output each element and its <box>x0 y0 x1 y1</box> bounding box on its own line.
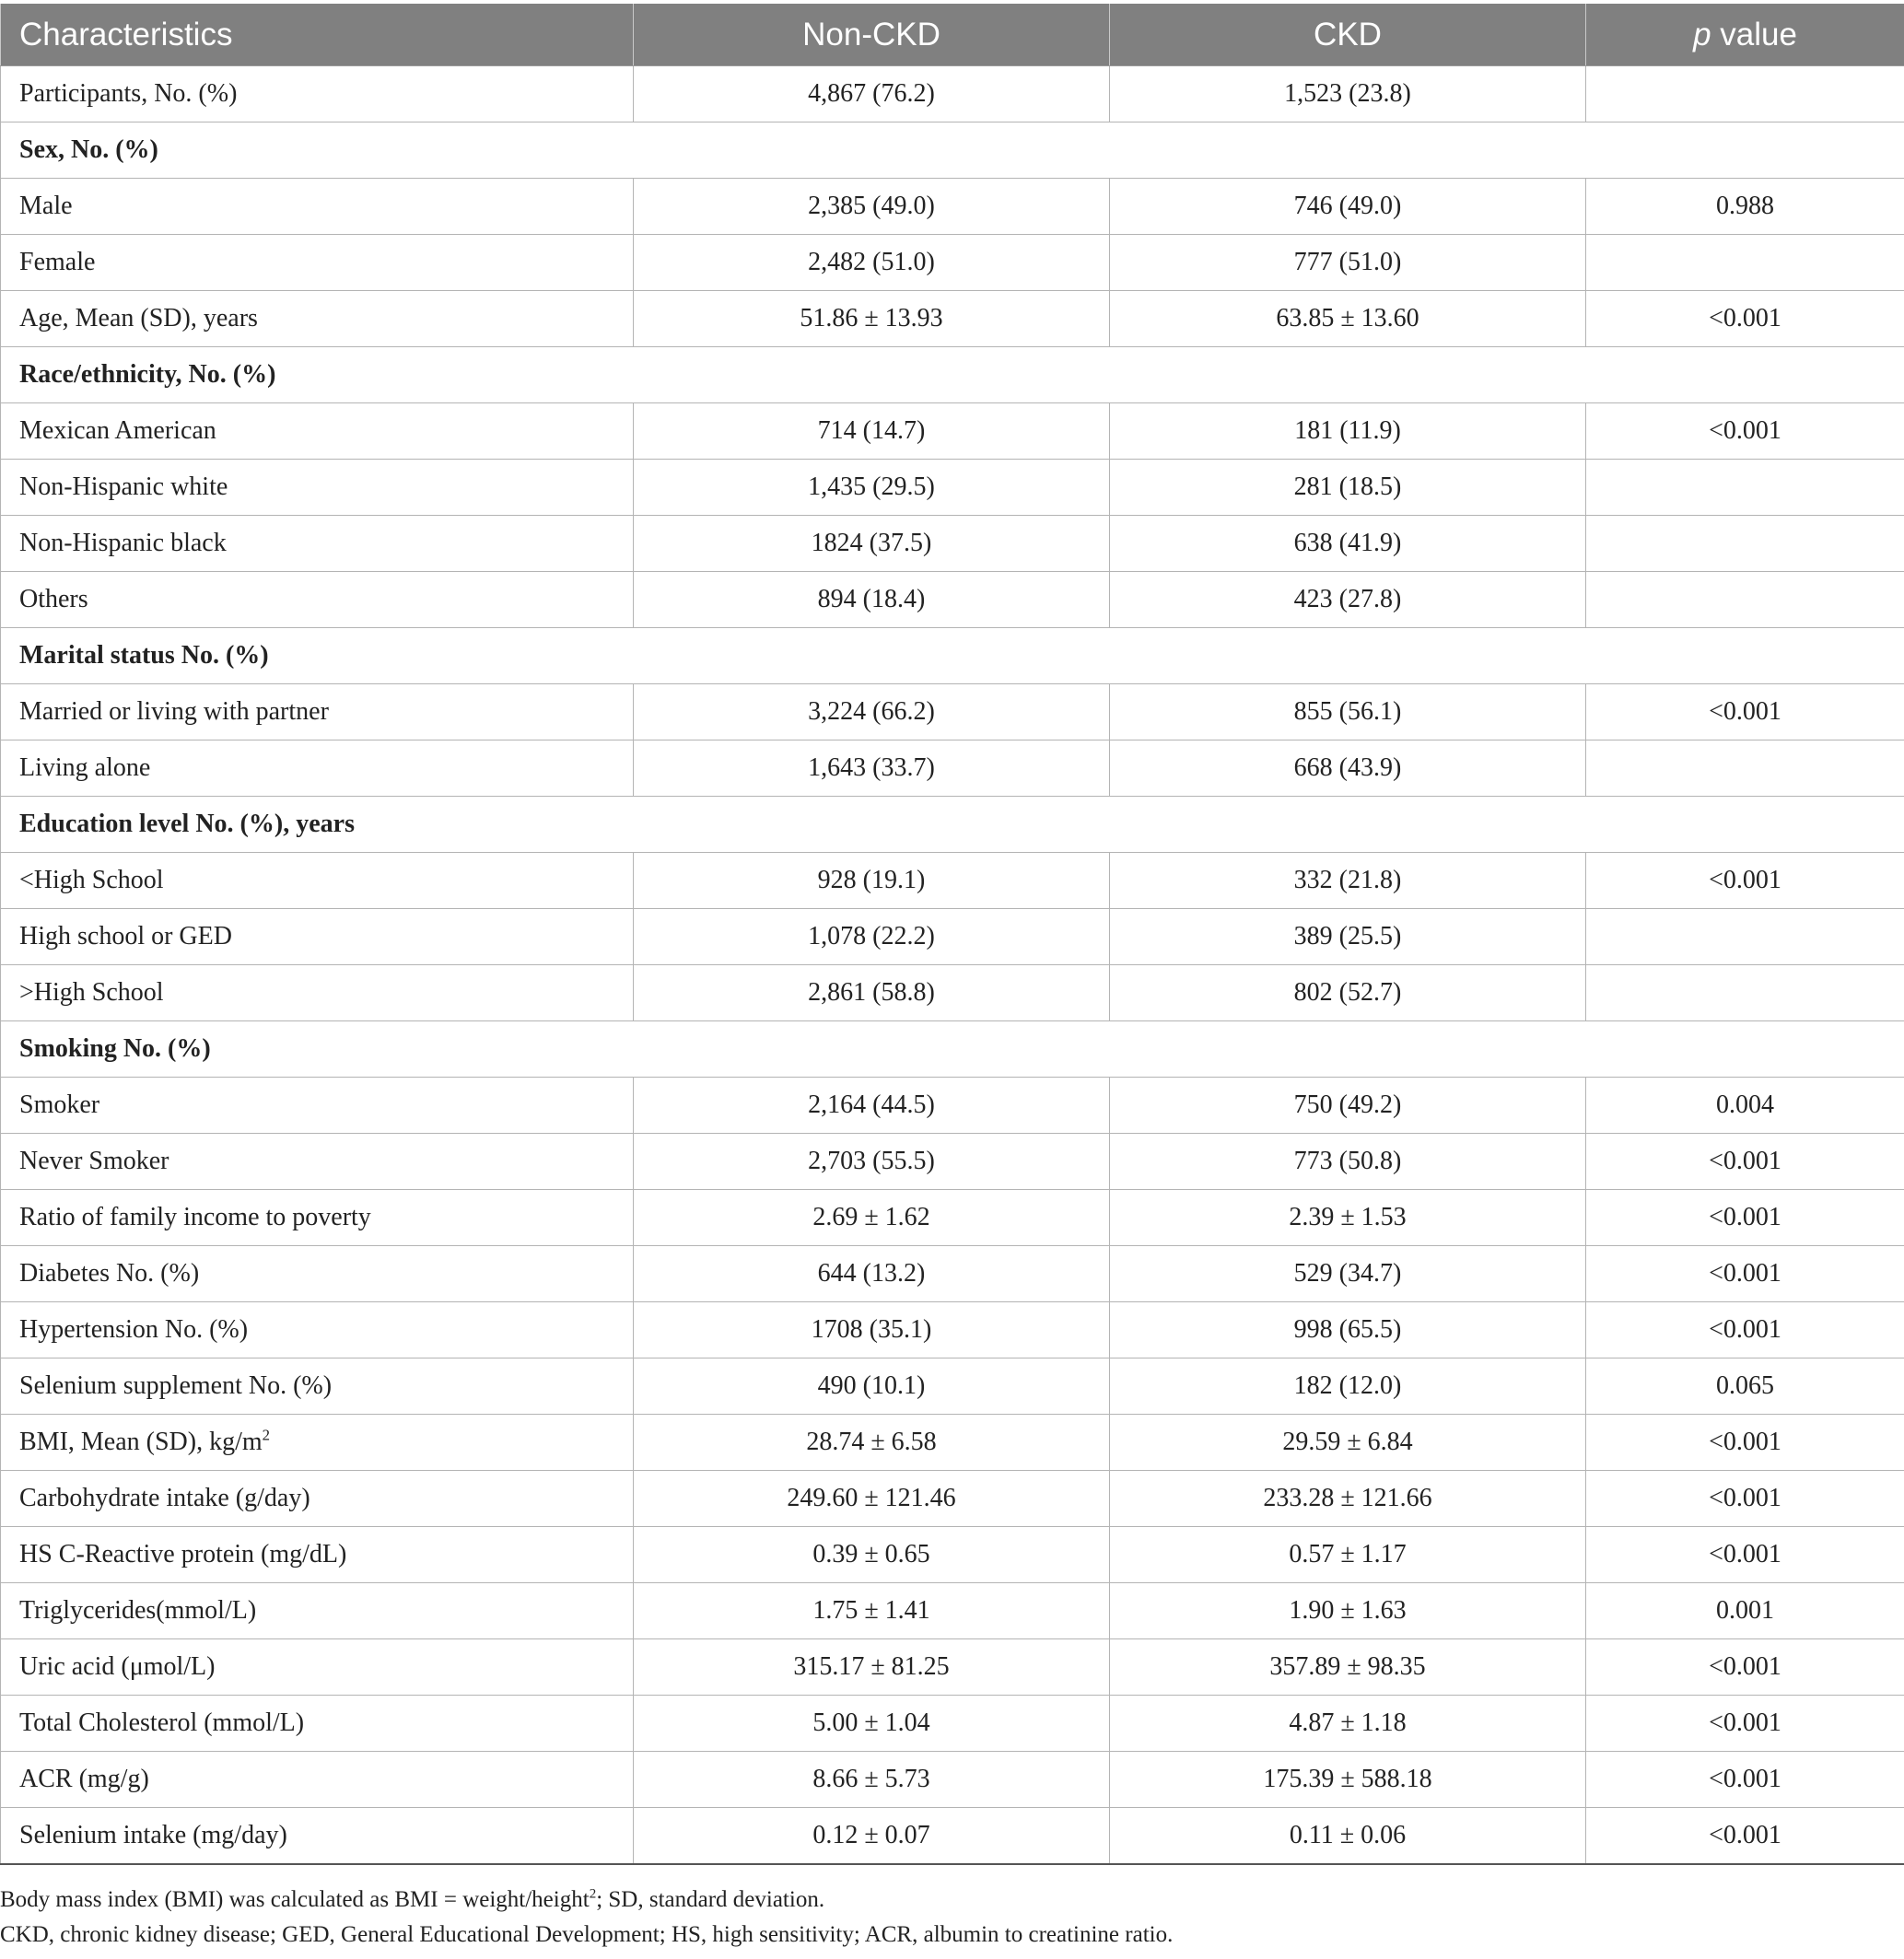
row-label <box>1 1358 634 1415</box>
table-row <box>1 179 1904 235</box>
table-row <box>1 684 1904 740</box>
header-p-letter: p <box>1693 16 1711 52</box>
cell-non-ckd: 714 (14.7) <box>634 403 1110 460</box>
cell-ckd: 750 (49.2) <box>1110 1078 1586 1134</box>
cell-p-value: <0.001 <box>1586 291 1904 347</box>
table-row <box>1 1134 1904 1190</box>
row-label <box>1 853 634 909</box>
table-row <box>1 516 1904 572</box>
cell-p-value: <0.001 <box>1586 403 1904 460</box>
cell-p-value <box>1586 66 1904 122</box>
row-label <box>1 740 634 797</box>
cell-p-value: <0.001 <box>1586 1190 1904 1246</box>
cell-ckd: 773 (50.8) <box>1110 1134 1586 1190</box>
row-label <box>1 684 634 740</box>
row-label-text: Diabetes No. (%) <box>19 1259 200 1288</box>
section-label: Marital status No. (%) <box>1 628 1904 684</box>
table-row <box>1 740 1904 797</box>
section-row <box>1 628 1904 684</box>
row-label-text: Non-Hispanic black <box>19 529 227 557</box>
cell-non-ckd: 249.60 ± 121.46 <box>634 1471 1110 1527</box>
cell-p-value: <0.001 <box>1586 684 1904 740</box>
table-row <box>1 1190 1904 1246</box>
row-label-text: Non-Hispanic white <box>19 472 228 501</box>
cell-p-value <box>1586 909 1904 965</box>
table-row <box>1 291 1904 347</box>
footnote-bmi <box>0 1883 1904 1918</box>
cell-ckd: 182 (12.0) <box>1110 1358 1586 1415</box>
cell-p-value: 0.988 <box>1586 179 1904 235</box>
section-label: Education level No. (%), years <box>1 797 1904 853</box>
row-label <box>1 291 634 347</box>
cell-non-ckd: 2,861 (58.8) <box>634 965 1110 1021</box>
row-label <box>1 1696 634 1752</box>
header-ckd: CKD <box>1110 4 1586 66</box>
row-label <box>1 572 634 628</box>
cell-p-value: <0.001 <box>1586 1752 1904 1808</box>
section-row <box>1 347 1904 403</box>
row-label-text: Triglycerides(mmol/L) <box>19 1596 257 1625</box>
table-row <box>1 1527 1904 1583</box>
table-row <box>1 403 1904 460</box>
cell-ckd: 668 (43.9) <box>1110 740 1586 797</box>
row-label <box>1 909 634 965</box>
cell-non-ckd: 644 (13.2) <box>634 1246 1110 1302</box>
section-label: Race/ethnicity, No. (%) <box>1 347 1904 403</box>
footnote-bmi-sup: 2 <box>589 1886 597 1902</box>
cell-ckd: 233.28 ± 121.66 <box>1110 1471 1586 1527</box>
cell-ckd: 777 (51.0) <box>1110 235 1586 291</box>
cell-p-value: <0.001 <box>1586 1471 1904 1527</box>
row-label <box>1 179 634 235</box>
table-body <box>1 66 1904 1865</box>
cell-p-value <box>1586 235 1904 291</box>
header-p-value <box>1586 4 1904 66</box>
cell-non-ckd: 2,385 (49.0) <box>634 179 1110 235</box>
table-row <box>1 1302 1904 1358</box>
row-label <box>1 1752 634 1808</box>
footnote-abbreviations: CKD, chronic kidney disease; GED, General Educational Development; HS, high sensitivity; ACR, albumin to creatinine ratio. <box>0 1922 1174 1947</box>
cell-p-value: <0.001 <box>1586 1696 1904 1752</box>
row-label-text: Never Smoker <box>19 1147 169 1175</box>
cell-p-value: <0.001 <box>1586 853 1904 909</box>
cell-non-ckd: 0.12 ± 0.07 <box>634 1808 1110 1865</box>
cell-ckd: 4.87 ± 1.18 <box>1110 1696 1586 1752</box>
cell-non-ckd: 1,435 (29.5) <box>634 460 1110 516</box>
cell-ckd: 529 (34.7) <box>1110 1246 1586 1302</box>
row-label-text: Smoker <box>19 1090 100 1119</box>
cell-non-ckd: 2.69 ± 1.62 <box>634 1190 1110 1246</box>
row-label <box>1 965 634 1021</box>
row-label <box>1 1471 634 1527</box>
characteristics-table <box>0 4 1904 1865</box>
row-label <box>1 1134 634 1190</box>
table-row <box>1 235 1904 291</box>
table-row <box>1 460 1904 516</box>
section-row <box>1 797 1904 853</box>
row-label <box>1 403 634 460</box>
cell-p-value: <0.001 <box>1586 1527 1904 1583</box>
cell-ckd: 1,523 (23.8) <box>1110 66 1586 122</box>
cell-ckd: 29.59 ± 6.84 <box>1110 1415 1586 1471</box>
table-row <box>1 1246 1904 1302</box>
cell-non-ckd: 4,867 (76.2) <box>634 66 1110 122</box>
cell-non-ckd: 5.00 ± 1.04 <box>634 1696 1110 1752</box>
cell-non-ckd: 1708 (35.1) <box>634 1302 1110 1358</box>
row-label-text: Age, Mean (SD), years <box>19 304 258 332</box>
cell-p-value <box>1586 460 1904 516</box>
footnote-bmi-text: Body mass index (BMI) was calculated as BMI = weight/height <box>0 1887 590 1912</box>
table-row <box>1 1639 1904 1696</box>
row-label-text: HS C-Reactive protein (mg/dL) <box>19 1540 347 1568</box>
row-label-text: Married or living with partner <box>19 697 329 726</box>
row-label-text: >High School <box>19 978 164 1007</box>
cell-ckd: 332 (21.8) <box>1110 853 1586 909</box>
table-footnotes <box>0 1883 1904 1953</box>
cell-non-ckd: 51.86 ± 13.93 <box>634 291 1110 347</box>
cell-p-value <box>1586 516 1904 572</box>
cell-p-value: 0.001 <box>1586 1583 1904 1639</box>
cell-ckd: 0.11 ± 0.06 <box>1110 1808 1586 1865</box>
cell-non-ckd: 315.17 ± 81.25 <box>634 1639 1110 1696</box>
cell-non-ckd: 0.39 ± 0.65 <box>634 1527 1110 1583</box>
cell-non-ckd: 2,703 (55.5) <box>634 1134 1110 1190</box>
cell-non-ckd: 928 (19.1) <box>634 853 1110 909</box>
row-label <box>1 516 634 572</box>
cell-non-ckd: 2,482 (51.0) <box>634 235 1110 291</box>
cell-ckd: 802 (52.7) <box>1110 965 1586 1021</box>
row-label-superscript: 2 <box>262 1426 271 1444</box>
row-label-text: Living alone <box>19 753 151 782</box>
table-row <box>1 1471 1904 1527</box>
section-row <box>1 1021 1904 1078</box>
section-row <box>1 122 1904 179</box>
cell-ckd: 281 (18.5) <box>1110 460 1586 516</box>
cell-p-value: <0.001 <box>1586 1302 1904 1358</box>
row-label <box>1 66 634 122</box>
row-label <box>1 1639 634 1696</box>
cell-p-value: <0.001 <box>1586 1246 1904 1302</box>
cell-p-value: 0.004 <box>1586 1078 1904 1134</box>
cell-ckd: 746 (49.0) <box>1110 179 1586 235</box>
cell-ckd: 0.57 ± 1.17 <box>1110 1527 1586 1583</box>
row-label-text: Female <box>19 248 96 276</box>
cell-ckd: 423 (27.8) <box>1110 572 1586 628</box>
cell-p-value: <0.001 <box>1586 1415 1904 1471</box>
cell-ckd: 357.89 ± 98.35 <box>1110 1639 1586 1696</box>
table-row <box>1 909 1904 965</box>
row-label <box>1 1078 634 1134</box>
cell-non-ckd: 1,078 (22.2) <box>634 909 1110 965</box>
row-label-text: BMI, Mean (SD), kg/m <box>19 1428 263 1456</box>
cell-p-value: <0.001 <box>1586 1134 1904 1190</box>
row-label <box>1 1583 634 1639</box>
row-label-text: Participants, No. (%) <box>19 79 238 108</box>
table-row <box>1 1078 1904 1134</box>
cell-non-ckd: 894 (18.4) <box>634 572 1110 628</box>
cell-ckd: 175.39 ± 588.18 <box>1110 1752 1586 1808</box>
header-p-rest: value <box>1711 16 1797 52</box>
row-label <box>1 1302 634 1358</box>
cell-ckd: 181 (11.9) <box>1110 403 1586 460</box>
row-label <box>1 235 634 291</box>
row-label <box>1 1527 634 1583</box>
row-label-text: Total Cholesterol (mmol/L) <box>19 1708 305 1737</box>
row-label <box>1 460 634 516</box>
table-row <box>1 66 1904 122</box>
row-label <box>1 1415 634 1471</box>
row-label <box>1 1190 634 1246</box>
table-row <box>1 1583 1904 1639</box>
cell-ckd: 389 (25.5) <box>1110 909 1586 965</box>
cell-non-ckd: 1.75 ± 1.41 <box>634 1583 1110 1639</box>
cell-p-value: <0.001 <box>1586 1808 1904 1865</box>
row-label-text: Selenium intake (mg/day) <box>19 1821 287 1849</box>
footnote-bmi-rest: ; SD, standard deviation. <box>596 1887 825 1912</box>
row-label-text: Male <box>19 192 73 220</box>
row-label-text: Others <box>19 585 88 613</box>
row-label-text: Uric acid (μmol/L) <box>19 1652 216 1681</box>
cell-ckd: 638 (41.9) <box>1110 516 1586 572</box>
table-row <box>1 1808 1904 1865</box>
cell-ckd: 2.39 ± 1.53 <box>1110 1190 1586 1246</box>
row-label <box>1 1808 634 1865</box>
row-label-text: Carbohydrate intake (g/day) <box>19 1484 310 1512</box>
cell-ckd: 998 (65.5) <box>1110 1302 1586 1358</box>
header-non-ckd: Non-CKD <box>634 4 1110 66</box>
table-row <box>1 572 1904 628</box>
cell-non-ckd: 490 (10.1) <box>634 1358 1110 1415</box>
row-label-text: High school or GED <box>19 922 232 950</box>
table-row <box>1 853 1904 909</box>
cell-p-value: <0.001 <box>1586 1639 1904 1696</box>
cell-ckd: 1.90 ± 1.63 <box>1110 1583 1586 1639</box>
row-label-text: Ratio of family income to poverty <box>19 1203 371 1231</box>
cell-non-ckd: 28.74 ± 6.58 <box>634 1415 1110 1471</box>
row-label-text: Selenium supplement No. (%) <box>19 1371 333 1400</box>
section-label: Sex, No. (%) <box>1 122 1904 179</box>
cell-non-ckd: 8.66 ± 5.73 <box>634 1752 1110 1808</box>
table-row <box>1 965 1904 1021</box>
cell-non-ckd: 2,164 (44.5) <box>634 1078 1110 1134</box>
cell-non-ckd: 3,224 (66.2) <box>634 684 1110 740</box>
row-label-text: ACR (mg/g) <box>19 1765 149 1793</box>
table-row <box>1 1358 1904 1415</box>
header-characteristics: Characteristics <box>1 4 634 66</box>
table-row <box>1 1415 1904 1471</box>
table-row <box>1 1752 1904 1808</box>
cell-p-value <box>1586 740 1904 797</box>
row-label-text: Hypertension No. (%) <box>19 1315 249 1344</box>
cell-non-ckd: 1,643 (33.7) <box>634 740 1110 797</box>
cell-ckd: 855 (56.1) <box>1110 684 1586 740</box>
row-label-text: <High School <box>19 866 164 894</box>
table-header-row <box>1 4 1904 66</box>
cell-ckd: 63.85 ± 13.60 <box>1110 291 1586 347</box>
cell-p-value: 0.065 <box>1586 1358 1904 1415</box>
row-label <box>1 1246 634 1302</box>
cell-non-ckd: 1824 (37.5) <box>634 516 1110 572</box>
row-label-text: Mexican American <box>19 416 216 445</box>
cell-p-value <box>1586 965 1904 1021</box>
cell-p-value <box>1586 572 1904 628</box>
section-label: Smoking No. (%) <box>1 1021 1904 1078</box>
table-row <box>1 1696 1904 1752</box>
